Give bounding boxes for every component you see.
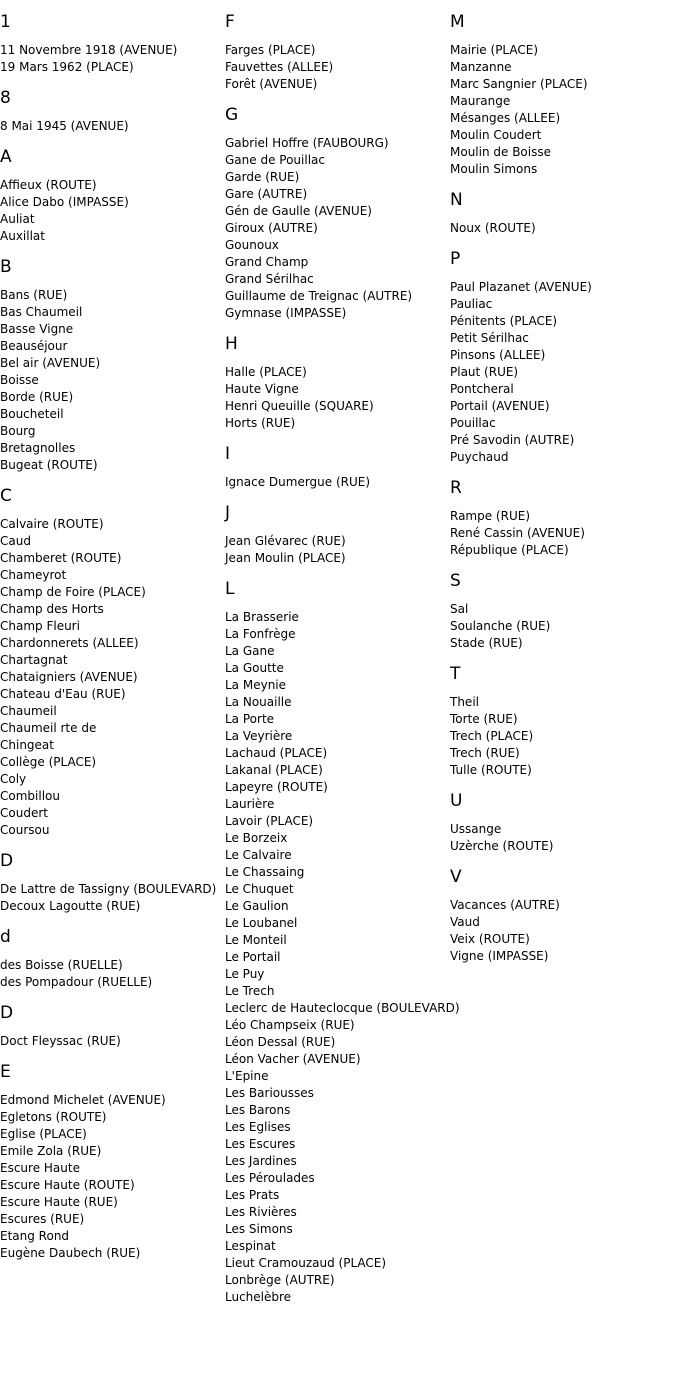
street-link[interactable]: Farges (PLACE) — [225, 43, 316, 57]
street-link[interactable]: René Cassin (AVENUE) — [450, 526, 585, 540]
street-link[interactable]: Les Bariousses — [225, 1086, 314, 1100]
street-link[interactable]: 11 Novembre 1918 (AVENUE) — [0, 43, 178, 57]
street-link[interactable]: Léo Champseix (RUE) — [225, 1018, 355, 1032]
street-link[interactable]: Le Monteil — [225, 933, 287, 947]
street-link[interactable]: Forêt (AVENUE) — [225, 77, 318, 91]
letter-section — [225, 444, 450, 491]
letter-section — [450, 664, 675, 779]
letter-section — [450, 791, 675, 855]
street-link[interactable]: Les Simons — [225, 1222, 293, 1236]
street-link[interactable]: Chamberet (ROUTE) — [0, 551, 122, 565]
street-link[interactable]: Lakanal (PLACE) — [225, 763, 323, 777]
street-link[interactable]: Gabriel Hoffre (FAUBOURG) — [225, 136, 389, 150]
section-letter-heading: N — [450, 190, 463, 210]
street-link[interactable]: Ussange — [450, 822, 502, 836]
section-letter-heading: G — [225, 105, 239, 125]
street-link[interactable]: Theil — [450, 695, 479, 709]
street-link[interactable]: Moulin Coudert — [450, 128, 542, 142]
street-link[interactable]: Guillaume de Treignac (AUTRE) — [225, 289, 413, 303]
street-link[interactable]: Bourg — [0, 424, 36, 438]
section-letter-heading: d — [0, 927, 11, 947]
street-link[interactable]: Pénitents (PLACE) — [450, 314, 558, 328]
section-letter-heading: S — [450, 571, 461, 591]
street-link[interactable]: Lachaud (PLACE) — [225, 746, 328, 760]
street-link[interactable]: Bretagnolles — [0, 441, 76, 455]
letter-section — [0, 88, 225, 135]
street-link[interactable]: Paul Plazanet (AVENUE) — [450, 280, 592, 294]
street-link[interactable]: Moulin Simons — [450, 162, 538, 176]
letter-section — [0, 1003, 225, 1050]
section-letter-heading: H — [225, 334, 238, 354]
street-link[interactable]: Noux (ROUTE) — [450, 221, 536, 235]
street-link[interactable]: Le Puy — [225, 967, 265, 981]
street-link[interactable]: Mésanges (ALLEE) — [450, 111, 561, 125]
street-link[interactable]: Caud — [0, 534, 31, 548]
street-link[interactable]: Decoux Lagoutte (RUE) — [0, 899, 141, 913]
street-link[interactable]: Alice Dabo (IMPASSE) — [0, 195, 129, 209]
section-letter-heading: 1 — [0, 12, 11, 32]
street-link[interactable]: Escure Haute (RUE) — [0, 1195, 118, 1209]
section-letter-heading: B — [0, 257, 12, 277]
street-link[interactable]: Manzanne — [450, 60, 512, 74]
street-link[interactable]: Sal — [450, 602, 469, 616]
section-letter-heading: D — [0, 1003, 14, 1023]
letter-section — [0, 257, 225, 474]
street-link[interactable]: Laurière — [225, 797, 275, 811]
street-link[interactable]: Grand Sérilhac — [225, 272, 314, 286]
street-link[interactable]: Coudert — [0, 806, 48, 820]
letter-section — [450, 571, 675, 652]
section-letter-heading: A — [0, 147, 12, 167]
street-link[interactable]: Chateau d'Eau (RUE) — [0, 687, 126, 701]
street-link[interactable]: Ignace Dumergue (RUE) — [225, 475, 371, 489]
street-link[interactable]: L'Epine — [225, 1069, 269, 1083]
street-link[interactable]: Bel air (AVENUE) — [0, 356, 101, 370]
street-link[interactable]: La Nouaille — [225, 695, 292, 709]
street-link[interactable]: Pontcheral — [450, 382, 514, 396]
letter-section — [450, 867, 675, 965]
street-link[interactable]: Les Barons — [225, 1103, 291, 1117]
section-letter-heading: J — [225, 503, 231, 523]
street-link[interactable]: Chameyrot — [0, 568, 67, 582]
section-letter-heading: R — [450, 478, 462, 498]
street-link[interactable]: Leclerc de Hauteclocque (BOULEVARD) — [225, 1001, 460, 1015]
street-link[interactable]: Champ des Horts — [0, 602, 104, 616]
street-link[interactable]: Les Prats — [225, 1188, 280, 1202]
street-link[interactable]: Borde (RUE) — [0, 390, 74, 404]
street-link[interactable]: Vigne (IMPASSE) — [450, 949, 549, 963]
street-link[interactable]: Emile Zola (RUE) — [0, 1144, 102, 1158]
street-link[interactable]: Le Borzeix — [225, 831, 288, 845]
street-link[interactable]: Eglise (PLACE) — [0, 1127, 87, 1141]
street-link[interactable]: Trech (RUE) — [450, 746, 520, 760]
street-link[interactable]: Haute Vigne — [225, 382, 299, 396]
street-link[interactable]: La Gane — [225, 644, 275, 658]
street-link[interactable]: Auliat — [0, 212, 35, 226]
street-link[interactable]: Le Gaulion — [225, 899, 289, 913]
section-letter-heading: D — [0, 851, 14, 871]
street-link[interactable]: Beauséjour — [0, 339, 68, 353]
street-link[interactable]: Lespinat — [225, 1239, 276, 1253]
street-index-column-3 — [450, 0, 675, 965]
letter-section — [225, 12, 450, 93]
street-link[interactable]: Escure Haute — [0, 1161, 80, 1175]
street-link[interactable]: Chingeat — [0, 738, 54, 752]
street-link[interactable]: Veix (ROUTE) — [450, 932, 530, 946]
street-link[interactable]: Garde (RUE) — [225, 170, 300, 184]
street-link[interactable]: Etang Rond — [0, 1229, 70, 1243]
street-link[interactable]: Trech (PLACE) — [450, 729, 534, 743]
letter-section — [450, 249, 675, 466]
section-letter-heading: C — [0, 486, 12, 506]
letter-section — [0, 147, 225, 245]
street-index-column-1 — [0, 0, 225, 1262]
street-link[interactable]: Le Calvaire — [225, 848, 292, 862]
street-link[interactable]: Doct Fleyssac (RUE) — [0, 1034, 121, 1048]
street-link[interactable]: Coly — [0, 772, 27, 786]
street-link[interactable]: Stade (RUE) — [450, 636, 523, 650]
street-link[interactable]: Le Trech — [225, 984, 275, 998]
letter-section — [0, 1062, 225, 1262]
street-link[interactable]: Escure Haute (ROUTE) — [0, 1178, 135, 1192]
street-link[interactable]: 8 Mai 1945 (AVENUE) — [0, 119, 129, 133]
section-letter-heading: F — [225, 12, 235, 32]
letter-section — [0, 851, 225, 915]
street-link[interactable]: Mairie (PLACE) — [450, 43, 539, 57]
street-link[interactable]: Escures (RUE) — [0, 1212, 85, 1226]
street-link[interactable]: Champ de Foire (PLACE) — [0, 585, 146, 599]
street-link[interactable]: Coursou — [0, 823, 50, 837]
street-link[interactable]: Chartagnat — [0, 653, 68, 667]
street-link[interactable]: Léon Dessal (RUE) — [225, 1035, 336, 1049]
street-link[interactable]: Boisse — [0, 373, 39, 387]
letter-section — [0, 486, 225, 839]
street-link[interactable]: Combillou — [0, 789, 60, 803]
street-link[interactable]: Jean Glévarec (RUE) — [225, 534, 346, 548]
street-link[interactable]: Affieux (ROUTE) — [0, 178, 97, 192]
street-link[interactable]: Calvaire (ROUTE) — [0, 517, 104, 531]
street-link[interactable]: Giroux (AUTRE) — [225, 221, 318, 235]
street-link[interactable]: Boucheteil — [0, 407, 64, 421]
street-link[interactable]: Bas Chaumeil — [0, 305, 83, 319]
street-link[interactable]: Jean Moulin (PLACE) — [225, 551, 346, 565]
street-link[interactable]: Pouillac — [450, 416, 496, 430]
street-link[interactable]: Luchelèbre — [225, 1290, 292, 1304]
street-link[interactable]: Fauvettes (ALLEE) — [225, 60, 334, 74]
street-link[interactable]: des Pompadour (RUELLE) — [0, 975, 153, 989]
street-link[interactable]: De Lattre de Tassigny (BOULEVARD) — [0, 882, 217, 896]
section-letter-heading: M — [450, 12, 465, 32]
street-link[interactable]: Lieut Cramouzaud (PLACE) — [225, 1256, 387, 1270]
street-link[interactable]: Le Chassaing — [225, 865, 305, 879]
street-link[interactable]: Portail (AVENUE) — [450, 399, 550, 413]
letter-section — [0, 927, 225, 991]
street-link[interactable]: La Porte — [225, 712, 275, 726]
section-letter-heading: U — [450, 791, 463, 811]
street-link[interactable]: Les Rivières — [225, 1205, 297, 1219]
street-link[interactable]: Puychaud — [450, 450, 509, 464]
street-link[interactable]: Gare (AUTRE) — [225, 187, 308, 201]
letter-section — [450, 190, 675, 237]
street-link[interactable]: Bugeat (ROUTE) — [0, 458, 98, 472]
section-letter-heading: V — [450, 867, 462, 887]
street-link[interactable]: Lavoir (PLACE) — [225, 814, 314, 828]
street-link[interactable]: Soulanche (RUE) — [450, 619, 551, 633]
letter-section — [225, 579, 460, 1306]
street-link[interactable]: Les Jardines — [225, 1154, 297, 1168]
street-link[interactable]: Edmond Michelet (AVENUE) — [0, 1093, 166, 1107]
letter-section — [225, 334, 450, 432]
section-letter-heading: P — [450, 249, 461, 269]
street-link[interactable]: des Boisse (RUELLE) — [0, 958, 123, 972]
street-link[interactable]: Lapeyre (ROUTE) — [225, 780, 328, 794]
street-link[interactable]: Chataigniers (AVENUE) — [0, 670, 138, 684]
street-link[interactable]: Marc Sangnier (PLACE) — [450, 77, 588, 91]
section-letter-heading: E — [0, 1062, 11, 1082]
section-letter-heading: I — [225, 444, 231, 464]
street-link[interactable]: Grand Champ — [225, 255, 309, 269]
street-link[interactable]: La Meynie — [225, 678, 287, 692]
street-link[interactable]: La Veyrière — [225, 729, 293, 743]
street-link[interactable]: Lonbrège (AUTRE) — [225, 1273, 335, 1287]
street-link[interactable]: Pauliac — [450, 297, 493, 311]
street-link[interactable]: Collège (PLACE) — [0, 755, 97, 769]
street-link[interactable]: Plaut (RUE) — [450, 365, 519, 379]
street-link[interactable]: Chardonnerets (ALLEE) — [0, 636, 139, 650]
street-link[interactable]: Basse Vigne — [0, 322, 74, 336]
street-link[interactable]: Halle (PLACE) — [225, 365, 307, 379]
section-letter-heading: 8 — [0, 88, 11, 108]
street-link[interactable]: Horts (RUE) — [225, 416, 296, 430]
street-link[interactable]: Pinsons (ALLEE) — [450, 348, 546, 362]
street-link[interactable]: Les Escures — [225, 1137, 296, 1151]
street-index-column-2 — [225, 0, 460, 1306]
street-link[interactable]: Gounoux — [225, 238, 279, 252]
street-link[interactable]: Uzèrche (ROUTE) — [450, 839, 554, 853]
street-link[interactable]: Auxillat — [0, 229, 45, 243]
street-link[interactable]: Les Eglises — [225, 1120, 291, 1134]
street-link[interactable]: Torte (RUE) — [450, 712, 518, 726]
letter-section — [450, 478, 675, 559]
street-link[interactable]: Chaumeil rte de — [0, 721, 97, 735]
street-link[interactable]: Chaumeil — [0, 704, 57, 718]
street-link[interactable]: Henri Queuille (SQUARE) — [225, 399, 374, 413]
street-link[interactable]: République (PLACE) — [450, 543, 569, 557]
street-link[interactable]: Les Péroulades — [225, 1171, 315, 1185]
street-link[interactable]: 19 Mars 1962 (PLACE) — [0, 60, 134, 74]
street-link[interactable]: Moulin de Boisse — [450, 145, 551, 159]
letter-section — [450, 12, 675, 178]
street-link[interactable]: Vacances (AUTRE) — [450, 898, 560, 912]
street-link[interactable]: La Goutte — [225, 661, 284, 675]
street-link[interactable]: Rampe (RUE) — [450, 509, 530, 523]
street-link[interactable]: La Brasserie — [225, 610, 299, 624]
street-link[interactable]: Tulle (ROUTE) — [450, 763, 532, 777]
street-link[interactable]: Gén de Gaulle (AVENUE) — [225, 204, 372, 218]
street-link[interactable]: Maurange — [450, 94, 511, 108]
street-link[interactable]: Vaud — [450, 915, 480, 929]
street-link[interactable]: Egletons (ROUTE) — [0, 1110, 107, 1124]
section-letter-heading: T — [450, 664, 461, 684]
street-link[interactable]: Petit Sérilhac — [450, 331, 529, 345]
section-letter-heading: L — [225, 579, 235, 599]
letter-section — [225, 105, 450, 322]
street-link[interactable]: Gane de Pouillac — [225, 153, 325, 167]
street-link[interactable]: Pré Savodin (AUTRE) — [450, 433, 575, 447]
street-link[interactable]: Le Portail — [225, 950, 281, 964]
street-link[interactable]: La Fonfrège — [225, 627, 296, 641]
street-link[interactable]: Eugène Daubech (RUE) — [0, 1246, 141, 1260]
street-link[interactable]: Gymnase (IMPASSE) — [225, 306, 347, 320]
letter-section — [225, 503, 450, 567]
street-link[interactable]: Le Loubanel — [225, 916, 298, 930]
street-link[interactable]: Bans (RUE) — [0, 288, 68, 302]
street-link[interactable]: Champ Fleuri — [0, 619, 80, 633]
letter-section — [0, 12, 225, 76]
street-link[interactable]: Léon Vacher (AVENUE) — [225, 1052, 361, 1066]
street-link[interactable]: Le Chuquet — [225, 882, 294, 896]
